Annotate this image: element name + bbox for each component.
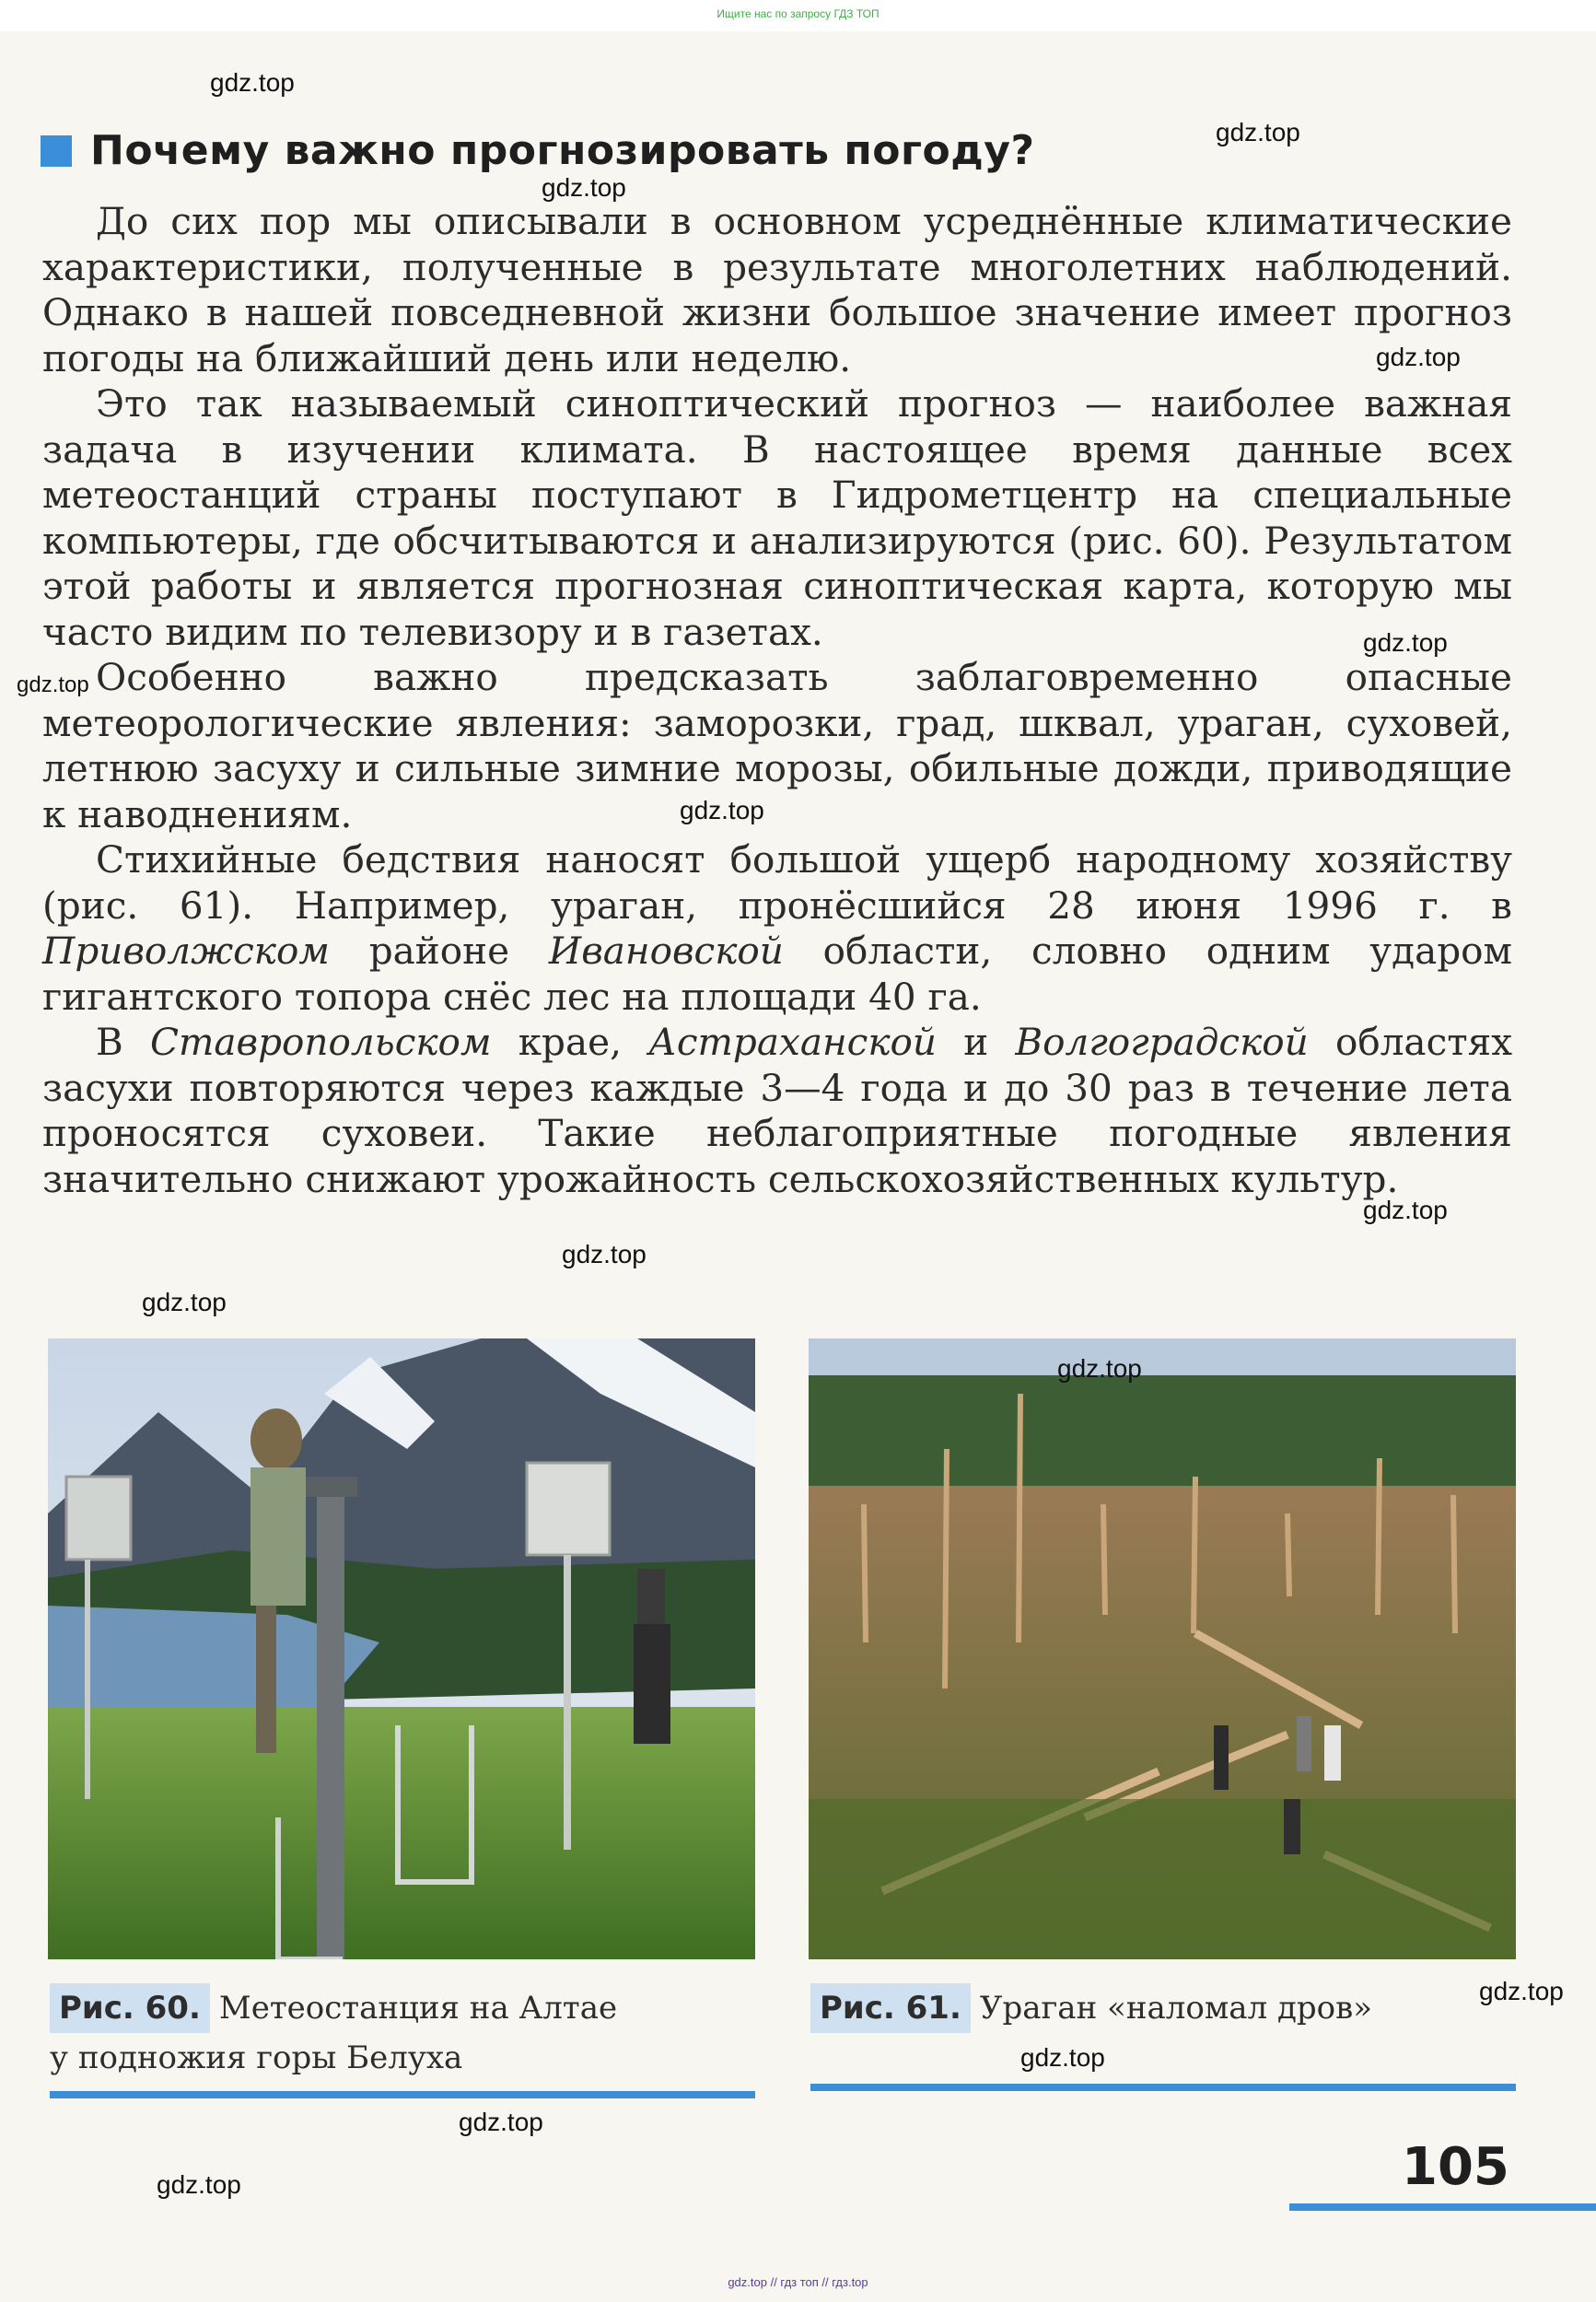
watermark: gdz.top — [542, 173, 626, 202]
paragraph-5-text: крае, — [518, 1020, 622, 1064]
paragraph-4-text: районе — [368, 929, 510, 973]
paragraph-1: До сих пор мы описывали в основном усреднённые климатические характеристики, полученные в результате многолетних наблюдений. Однако в нашей повседневной жизни большое значение имеет прогноз погоды на ближайший день или неделю. — [42, 199, 1512, 380]
watermark: gdz.top — [17, 672, 89, 697]
figure-61-photo — [809, 1338, 1516, 1959]
paragraph-4 — [42, 837, 1512, 1020]
watermark: gdz.top — [562, 1240, 647, 1268]
paragraph-5-text: В — [96, 1020, 123, 1064]
watermark: gdz.top — [1479, 1977, 1564, 2005]
watermark: gdz.top — [1363, 1196, 1448, 1224]
figure-60-rule — [50, 2091, 755, 2098]
figure-60-caption-line2: у подножия горы Белуха — [50, 2039, 463, 2076]
figure-60-photo — [48, 1338, 755, 1959]
watermark: gdz.top — [157, 2170, 241, 2199]
place-name: Приволжском — [42, 929, 330, 973]
watermark: gdz.top — [210, 68, 295, 97]
figure-61-caption — [810, 1983, 1510, 2033]
paragraph-5 — [42, 1020, 1512, 1202]
footer-links: gdz.top // гдз топ // гдз.top — [728, 2275, 868, 2289]
watermark: gdz.top — [142, 1288, 227, 1316]
figure-61-rule — [810, 2084, 1516, 2091]
paragraph-3: Особенно важно предсказать заблаговременно опасные метеорологические явления: заморозки, град, шквал, ураган, суховей, летнюю засуху и сильные зимние морозы, обильные дожди, приводящие к наводнениям. — [42, 655, 1512, 836]
watermark: gdz.top — [1363, 628, 1448, 657]
watermark: gdz.top — [459, 2108, 543, 2136]
paragraph-4-text: Стихийные бедствия наносят большой ущерб народному хозяйству (рис. 61). Например, ураган, пронёсшийся 28 июня 1996 г. в — [42, 837, 1512, 928]
top-banner: Ищите нас по запросу ГДЗ ТОП — [0, 0, 1596, 31]
paragraph-2: Это так называемый синоптический прогноз — наиболее важная задача в изучении климата. В настоящее время данные всех метеостанций страны поступают в Гидрометцентр на специальные компьютеры, где обсчитываются и анализируются (рис. 60). Результатом этой работы и является прогнозная синоптическая карта, которую мы часто видим по телевизору и в газетах. — [42, 381, 1512, 654]
watermark: gdz.top — [1057, 1354, 1142, 1383]
paragraph-5-text: и — [963, 1020, 989, 1064]
place-name: Волгоградской — [1015, 1020, 1309, 1064]
figure-60-caption-line1: Метеостанция на Алтае — [218, 1990, 618, 2027]
page-number: 105 — [1402, 2137, 1509, 2197]
paragraph-4-text: области, словно одним ударом гигантского топора снёс лес на площади 40 га. — [42, 929, 1513, 1019]
figure-61-label: Рис. 61. — [810, 1983, 971, 2033]
place-name: Ивановской — [548, 929, 784, 973]
section-heading — [41, 127, 1034, 174]
figure-60-caption — [50, 1983, 750, 2083]
watermark: gdz.top — [1376, 343, 1461, 371]
heading-square-icon — [41, 135, 72, 167]
place-name: Астраханской — [648, 1020, 937, 1064]
heading-title: Почему важно прогнозировать погоду? — [90, 127, 1035, 174]
paragraph-5-text: областях засухи повторяются через каждые 3—4 года и до 30 раз в течение лета проносятся суховеи. Такие неблагоприятные погодные явления значительно снижают урожайность сельскохозяйственных культур. — [42, 1020, 1513, 1201]
page-number-rule — [1289, 2203, 1596, 2211]
watermark: gdz.top — [1020, 2043, 1105, 2072]
figure-60-label: Рис. 60. — [50, 1983, 210, 2033]
watermark: gdz.top — [1216, 118, 1300, 146]
place-name: Ставропольском — [149, 1020, 492, 1064]
figure-61-caption-line1: Ураган «наломал дров» — [979, 1990, 1373, 2027]
watermark: gdz.top — [680, 796, 764, 824]
body-text — [42, 199, 1512, 1202]
